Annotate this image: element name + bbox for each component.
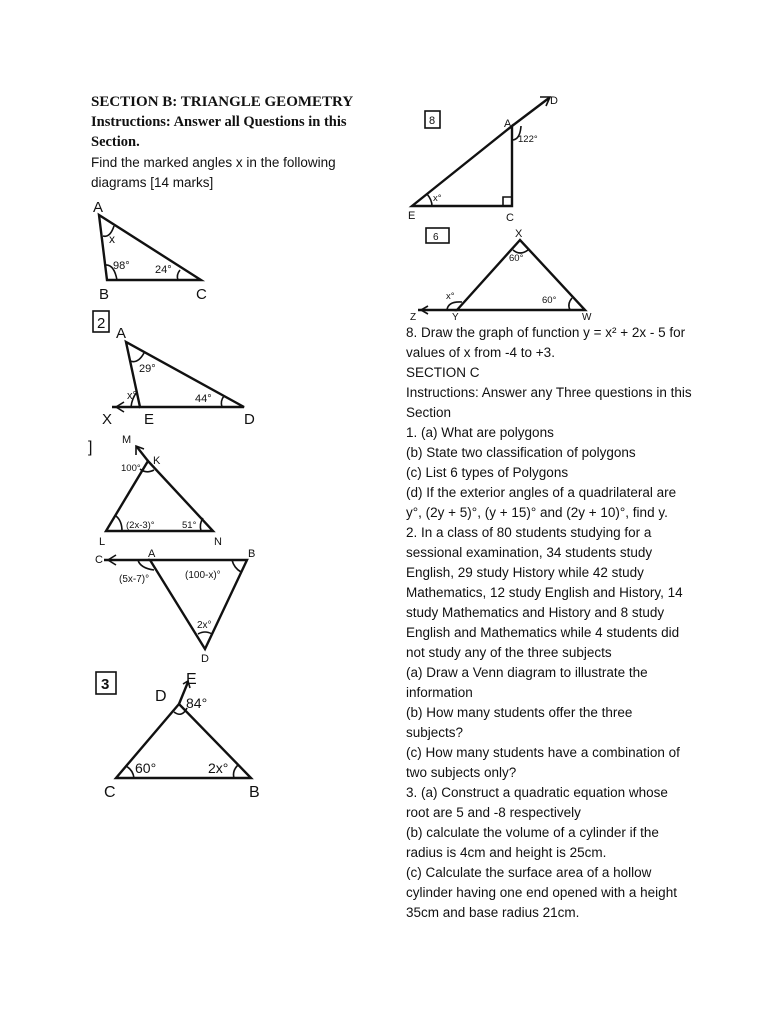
section-c-line: English and Mathematics while 4 students did	[406, 625, 680, 640]
label-angle-b: 98°	[113, 260, 130, 272]
label-x: x	[109, 232, 115, 246]
label-d: D	[201, 653, 209, 665]
label-angle-c: 24°	[155, 264, 172, 276]
section-c-line: (b) State two classification of polygons	[406, 445, 636, 460]
section-b-title: SECTION B: TRIANGLE GEOMETRY	[91, 94, 354, 110]
angle-w-arc	[569, 298, 572, 310]
section-c-line: (b) How many students offer the three	[406, 705, 633, 720]
figure-6-number: 6	[433, 232, 439, 243]
section-c-line: study Mathematics and History and 8 study	[406, 605, 665, 620]
label-x: x°	[433, 193, 442, 204]
label-k: K	[153, 455, 161, 467]
figure-3	[96, 671, 260, 801]
angle-x-arc	[427, 194, 432, 206]
label-e: E	[408, 210, 416, 222]
section-c-line: SECTION C	[406, 365, 480, 380]
label-x-vertex: X	[102, 411, 113, 428]
figure-8	[408, 95, 558, 224]
section-c-line: English, 29 study History while 42 study	[406, 565, 644, 580]
label-e: E	[144, 411, 155, 428]
label-angle-d: 84°	[186, 695, 208, 711]
label-angle-ext: (5x-7)°	[119, 574, 150, 585]
label-angle-b: (100-x)°	[185, 570, 221, 581]
angle-b-arc	[232, 560, 241, 572]
label-m: M	[122, 434, 132, 446]
label-e: E	[186, 671, 197, 688]
label-angle-a: 122°	[518, 134, 538, 145]
angle-b-arc	[234, 765, 239, 778]
section-c-line: (c) Calculate the surface area of a hollow	[406, 865, 652, 880]
section-c-line: 3. (a) Construct a quadratic equation whose	[406, 785, 668, 800]
label-angle-c: 60°	[135, 760, 157, 776]
section-c-line: (b) calculate the volume of a cylinder if the	[406, 825, 659, 840]
label-b: B	[99, 286, 110, 303]
label-c: C	[506, 212, 514, 224]
figure-1	[93, 199, 207, 303]
label-x-vertex: X	[515, 228, 523, 240]
angle-c-arc	[126, 766, 134, 778]
label-c: C	[196, 286, 207, 303]
label-x: x°	[446, 291, 455, 302]
section-c-line: y°, (2y + 5)°, (y + 15)° and (2y + 10)°, find y.	[406, 505, 668, 520]
label-x: x°	[127, 390, 137, 402]
label-d: D	[550, 95, 558, 107]
label-w: W	[582, 312, 592, 323]
label-angle-a: 29°	[139, 363, 156, 375]
angle-a-arc	[130, 353, 144, 362]
figure-mkln	[88, 434, 222, 548]
label-l: L	[99, 536, 106, 548]
angle-c-arc	[177, 270, 180, 280]
label-angle-d: 2x°	[197, 620, 212, 631]
label-z: Z	[410, 312, 417, 323]
section-c-line: subjects?	[406, 725, 464, 740]
section-c-line: Section	[406, 405, 452, 420]
figure-3-number: 3	[101, 676, 110, 693]
label-angle-top: 60°	[509, 253, 524, 264]
section-c-line: (c) How many students have a combination of	[406, 745, 680, 760]
section-c-line: values of x from -4 to +3.	[406, 345, 555, 360]
label-angle-n: 51°	[182, 520, 197, 531]
section-c-line: 2. In a class of 80 students studying for a	[406, 525, 652, 540]
angle-d-arc	[221, 396, 224, 407]
label-a: A	[116, 325, 127, 342]
section-c-line: Instructions: Answer any Three questions in this	[406, 385, 692, 400]
label-c: C	[104, 784, 116, 801]
right-angle-c	[503, 197, 512, 206]
figure-6	[410, 228, 592, 323]
angle-l-arc	[116, 516, 122, 531]
label-angle-k: 100°	[121, 463, 141, 474]
section-c-line: sessional examination, 34 students study	[406, 545, 653, 560]
section-c-line: (d) If the exterior angles of a quadrilateral are	[406, 485, 677, 500]
find-angles-line2: diagrams [14 marks]	[91, 175, 214, 190]
section-c-line: 1. (a) What are polygons	[406, 425, 554, 440]
section-c-line: information	[406, 685, 473, 700]
label-angle-w: 60°	[542, 295, 557, 306]
section-c-line: cylinder having one end opened with a height	[406, 885, 677, 900]
figure-8-number: 8	[429, 115, 436, 127]
section-b-instructions-line2: Section.	[91, 134, 140, 150]
section-c-line: radius is 4cm and height is 25cm.	[406, 845, 607, 860]
section-c-line: Mathematics, 12 study English and History, 14	[406, 585, 683, 600]
label-b: B	[249, 784, 260, 801]
label-a: A	[93, 199, 104, 216]
label-c: C	[95, 554, 103, 566]
figure-cabd	[95, 548, 255, 665]
label-d: D	[244, 411, 255, 428]
angle-d-arc	[198, 632, 212, 634]
bracket-mark: ]	[88, 439, 93, 456]
section-c-line: 35cm and base radius 21cm.	[406, 905, 580, 920]
label-b: B	[248, 548, 256, 560]
label-y: Y	[452, 312, 459, 323]
section-b-instructions-line1: Instructions: Answer all Questions in this	[91, 114, 347, 130]
label-d: D	[155, 688, 167, 705]
label-n: N	[214, 536, 222, 548]
figure-2	[93, 311, 255, 428]
label-angle-d: 44°	[195, 393, 212, 405]
section-c-line: 8. Draw the graph of function y = x² + 2x - 5 for	[406, 325, 686, 340]
find-angles-line1: Find the marked angles x in the following	[91, 155, 336, 170]
section-c-line: root are 5 and -8 respectively	[406, 805, 581, 820]
section-c-line: not study any of the three subjects	[406, 645, 612, 660]
label-angle-l: (2x-3)°	[126, 520, 155, 531]
label-a: A	[504, 118, 512, 130]
extended-side-ad	[512, 98, 549, 126]
label-angle-b: 2x°	[208, 760, 229, 776]
section-c-line: two subjects only?	[406, 765, 517, 780]
angle-n-arc	[200, 518, 203, 531]
triangle-xyw	[457, 240, 585, 310]
figure-2-number: 2	[97, 315, 106, 332]
section-c-line: (a) Draw a Venn diagram to illustrate the	[406, 665, 648, 680]
label-a: A	[148, 548, 156, 560]
section-c-line: (c) List 6 types of Polygons	[406, 465, 569, 480]
